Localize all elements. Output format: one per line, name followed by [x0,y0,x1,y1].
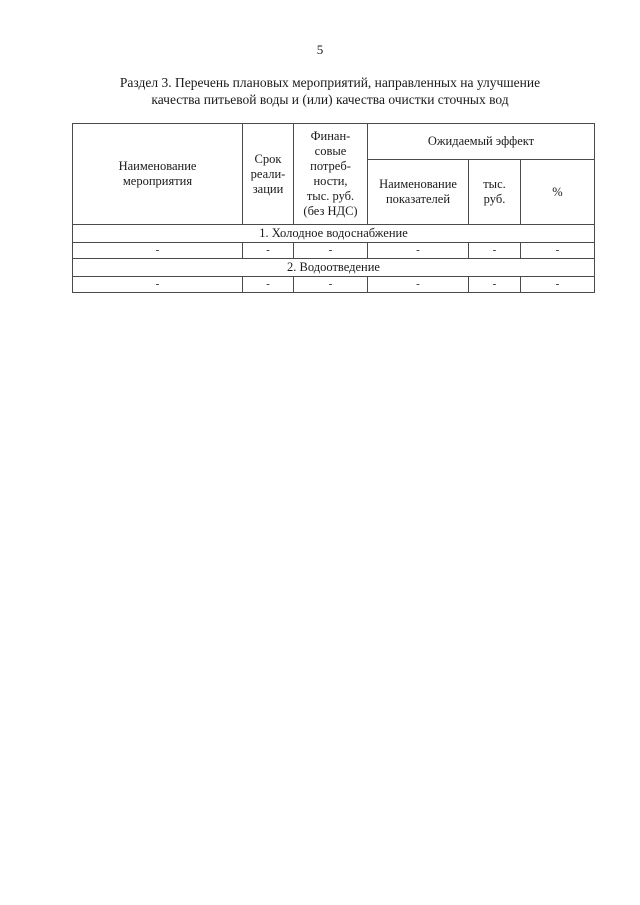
table-cell: - [243,243,294,259]
section-title [70,74,590,108]
table-cell: - [294,243,368,259]
table-row [73,277,595,293]
section-row-water-supply [73,225,595,243]
section-row-sewerage [73,259,595,277]
section-title-line-2: качества питьевой воды и (или) качества очистки сточных вод [151,92,509,107]
table-cell: - [521,243,595,259]
section-title-cell: 1. Холодное водоснабжение [73,225,595,243]
table-row [73,243,595,259]
header-indicators: Наименование показателей [368,160,469,225]
table-cell: - [73,243,243,259]
header-measure-name: Наименование мероприятия [73,124,243,225]
table-cell: - [469,243,521,259]
table-cell: - [368,277,469,293]
header-term: Срок реали- зации [243,124,294,225]
table-cell: - [521,277,595,293]
section-title-line-1: Раздел 3. Перечень плановых мероприятий, направленных на улучшение [119,75,541,90]
table-cell: - [469,277,521,293]
header-expected-effect: Ожидаемый эффект [368,124,595,160]
table-cell: - [368,243,469,259]
page-number: 5 [316,42,324,57]
header-thousand-rub: тыс. руб. [469,160,521,225]
section-title-cell: 2. Водоотведение [73,259,595,277]
header-percent: % [521,160,595,225]
table-cell: - [294,277,368,293]
measures-table [72,123,595,293]
header-finance: Финан- совые потреб- ности, тыс. руб. (без НДС) [294,124,368,225]
table-cell: - [73,277,243,293]
table-cell: - [243,277,294,293]
